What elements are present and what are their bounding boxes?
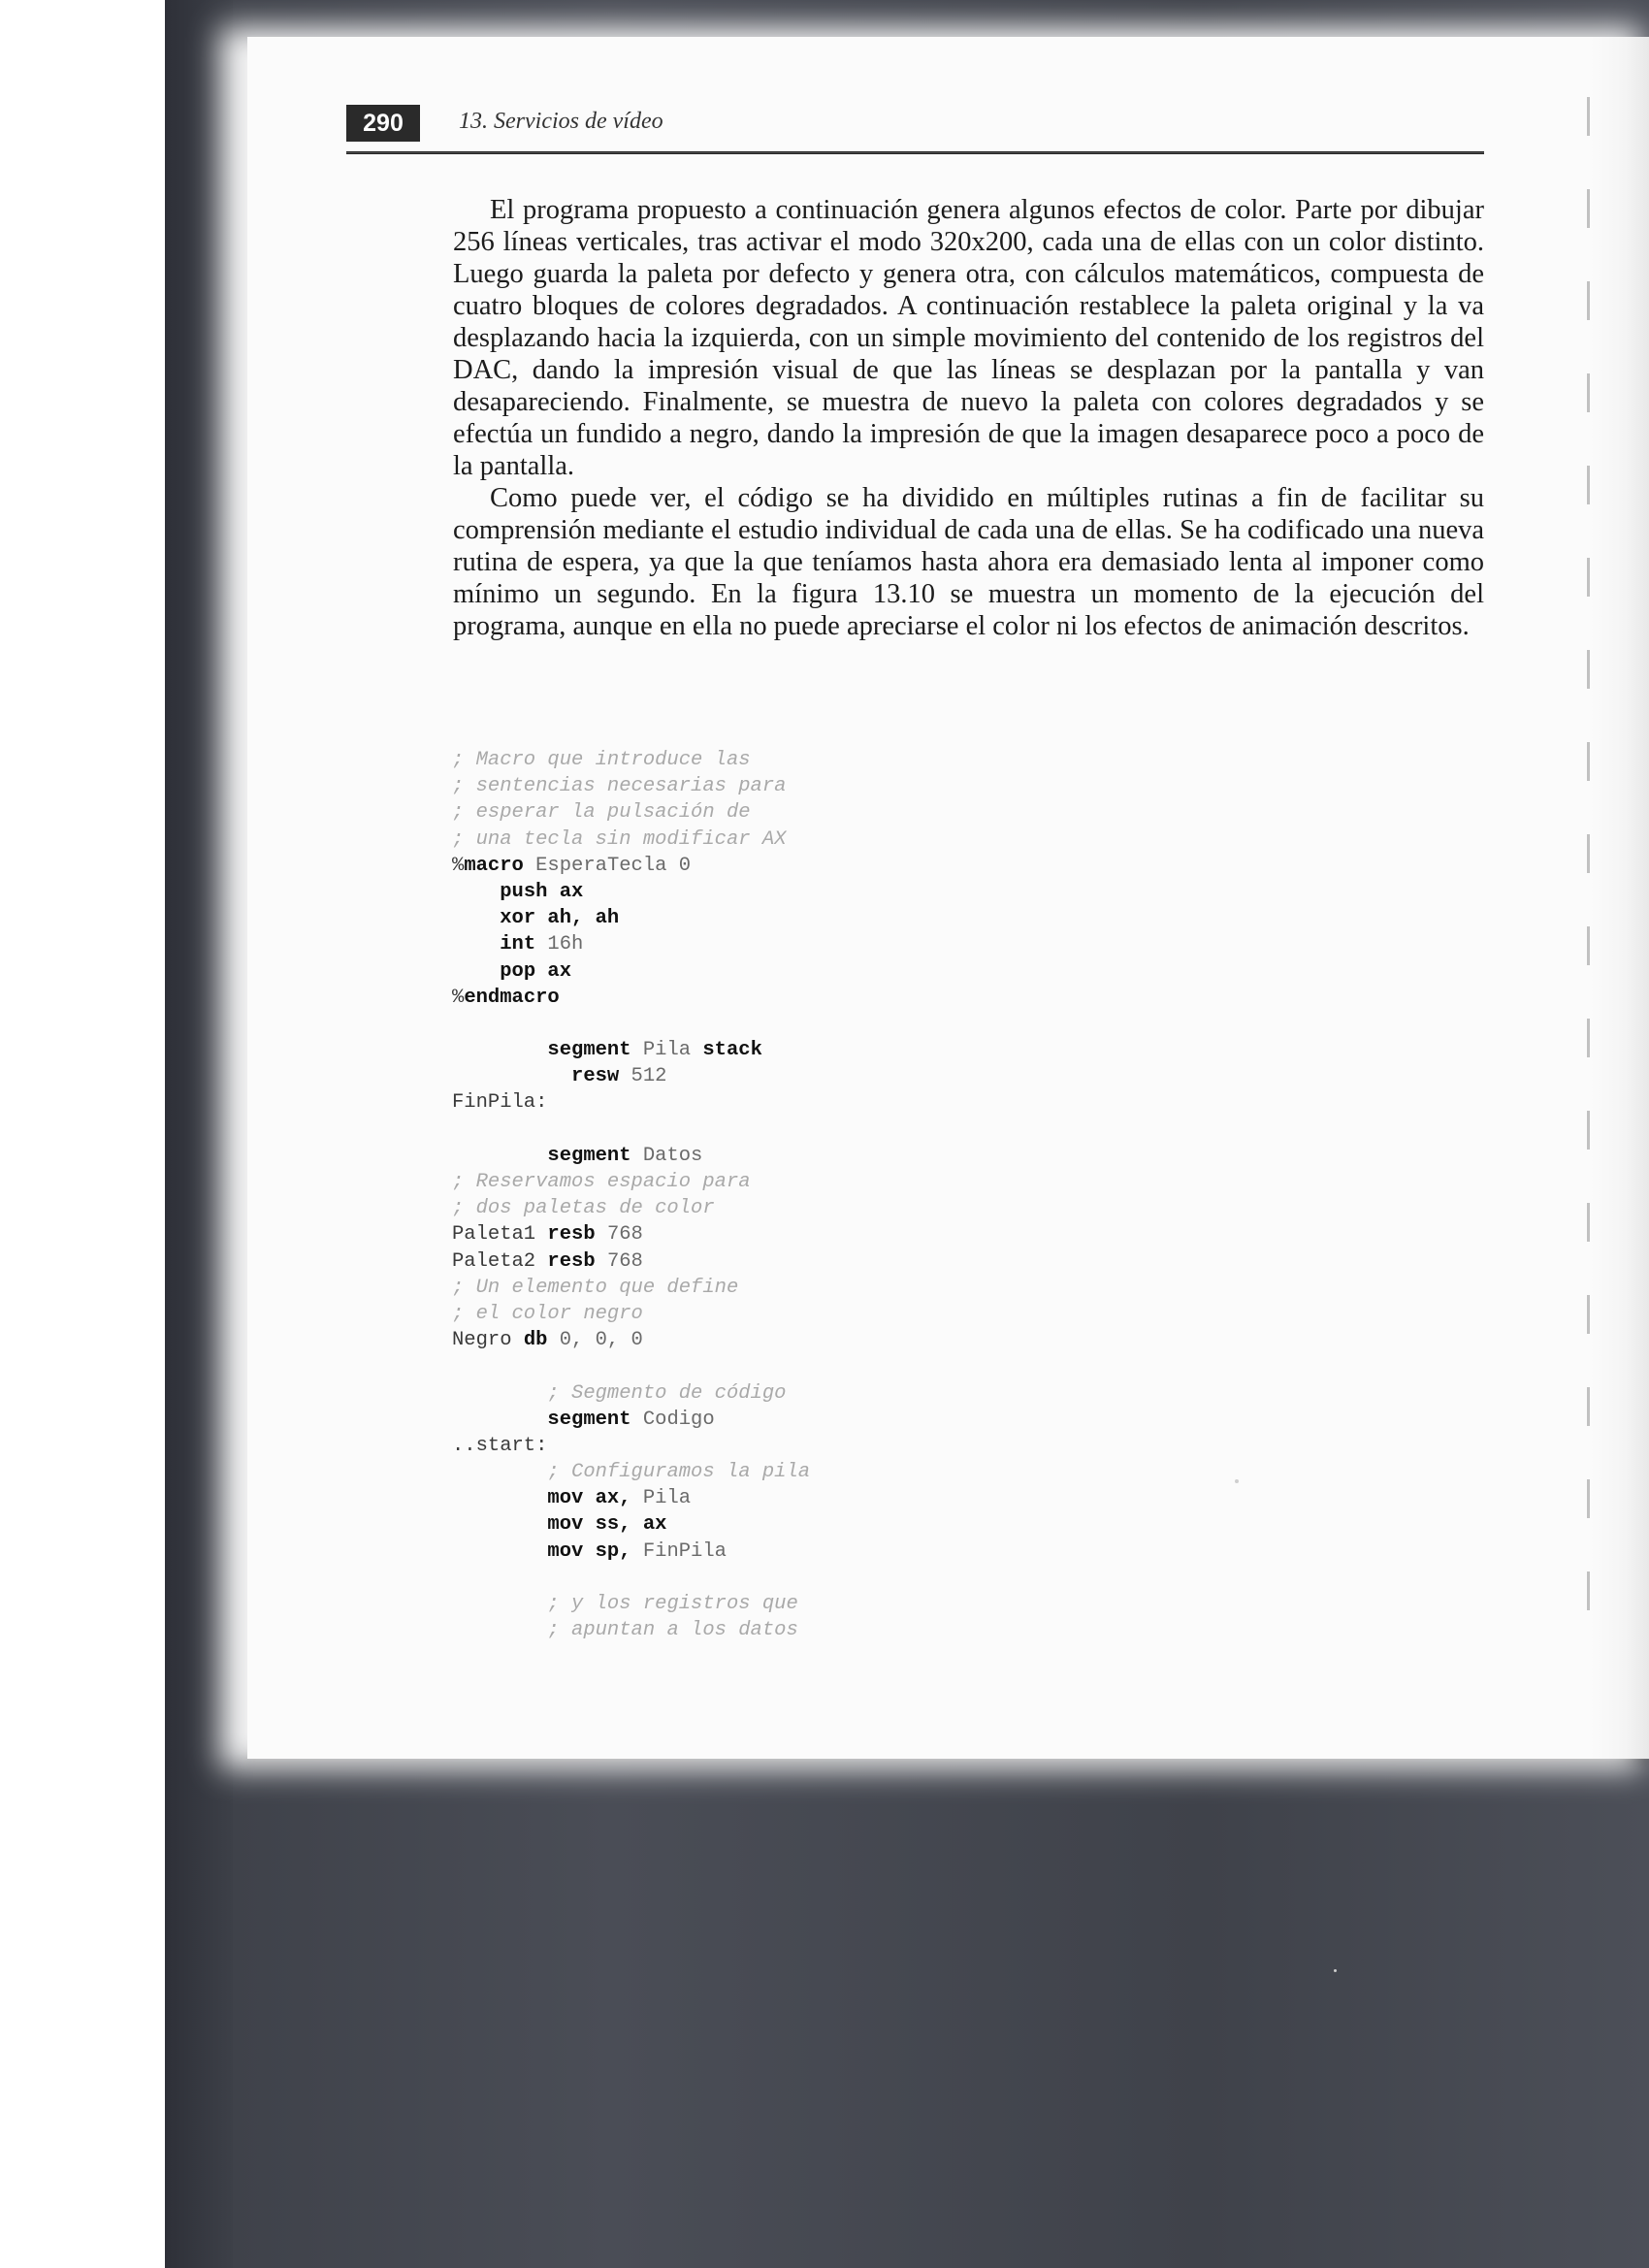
code-line	[452, 1327, 810, 1353]
code-line	[452, 1433, 810, 1459]
code-line	[452, 773, 810, 799]
paragraph-1: El programa propuesto a continuación genera algunos efectos de color. Parte por dibujar 256 líneas verticales, tras activar el modo 320x200, cada una de ellas con un color distinto. Luego guarda la paleta por defecto y genera otra, con cálculos matemáticos, compuesta de cuatro bloques de colores degradados. A continuación restablece la paleta original y la va desplazando hacia la izquierda, con un simple movimiento del contenido de los registros del DAC, dando la impresión visual de que las líneas se desplazan por la pantalla y van desapareciendo. Finalmente, se muestra de nuevo la paleta con colores degradados y se efectúa un fundido a negro, dando la impresión de que la imagen desaparece poco a poco de la pantalla.	[453, 195, 1484, 481]
code-line	[452, 1169, 810, 1195]
binding-shadow	[1587, 97, 1590, 1630]
code-listing	[452, 747, 810, 1643]
code-line	[452, 1221, 810, 1247]
code-line	[452, 1037, 810, 1063]
code-line	[452, 1301, 810, 1327]
code-comment: ; el color negro	[452, 1302, 643, 1325]
code-line	[452, 1063, 810, 1089]
code-keyword: push ax	[500, 880, 584, 903]
chapter-title: 13. Servicios de vídeo	[459, 109, 663, 134]
code-line	[452, 1195, 810, 1221]
code-label: Paleta2	[452, 1249, 548, 1273]
code-comment: ; Configuramos la pila	[547, 1461, 811, 1484]
code-operand: FinPila	[630, 1539, 727, 1563]
code-line	[452, 958, 810, 985]
code-keyword: macro	[464, 854, 524, 877]
header-rule	[346, 152, 1484, 153]
dust-speck	[1235, 1479, 1239, 1483]
code-label: Paleta1	[452, 1223, 548, 1247]
running-head	[346, 105, 1484, 154]
code-keyword: stack	[702, 1039, 762, 1062]
code-operand: 768	[595, 1249, 643, 1273]
code-keyword: endmacro	[464, 986, 560, 1009]
code-label: FinPila:	[452, 1091, 548, 1115]
code-operand: Codigo	[630, 1408, 715, 1431]
code-line	[452, 1485, 810, 1511]
code-line	[452, 1248, 810, 1275]
code-comment: ; y los registros que	[547, 1593, 798, 1615]
code-operand: Pila	[630, 1487, 692, 1510]
code-keyword: segment	[547, 1144, 631, 1167]
code-line	[452, 1117, 810, 1143]
code-comment: ; Macro que introduce las	[452, 749, 751, 771]
code-operand: 512	[619, 1065, 667, 1088]
code-operand: Pila	[630, 1039, 703, 1062]
code-label: Negro	[452, 1329, 524, 1352]
code-line	[452, 905, 810, 931]
code-operand: EsperaTecla 0	[523, 854, 692, 877]
code-keyword: mov sp,	[547, 1539, 631, 1563]
code-comment: ; sentencias necesarias para	[452, 775, 787, 798]
code-line	[452, 747, 810, 773]
code-operand: Datos	[630, 1144, 703, 1167]
code-line	[452, 1459, 810, 1485]
body-text	[453, 194, 1484, 642]
code-comment: ; dos paletas de color	[452, 1197, 715, 1220]
code-keyword: resb	[547, 1249, 596, 1273]
dust-speck	[1334, 1969, 1337, 1972]
code-comment: ; Segmento de código	[547, 1381, 787, 1405]
code-line	[452, 1143, 810, 1169]
code-keyword: pop ax	[500, 959, 572, 983]
code-line	[452, 1011, 810, 1037]
code-line	[452, 1565, 810, 1591]
code-keyword: mov ax,	[547, 1487, 631, 1510]
code-operand: 0, 0, 0	[547, 1329, 643, 1352]
code-keyword: db	[523, 1329, 548, 1352]
code-line	[452, 1275, 810, 1301]
code-keyword: mov ss, ax	[547, 1513, 667, 1537]
code-line	[452, 1617, 810, 1643]
code-line	[452, 1407, 810, 1433]
code-keyword: xor ah, ah	[500, 907, 620, 930]
code-line	[452, 1511, 810, 1538]
scanner-shadow	[165, 0, 233, 2268]
code-directive-prefix: %	[452, 986, 465, 1009]
page-number: 290	[346, 105, 420, 142]
code-comment: ; Un elemento que define	[452, 1276, 739, 1299]
code-line	[452, 826, 810, 853]
code-comment: ; apuntan a los datos	[547, 1619, 798, 1642]
code-comment: ; Reservamos espacio para	[452, 1171, 751, 1193]
code-keyword: resb	[547, 1223, 596, 1247]
code-directive-prefix: %	[452, 854, 465, 877]
code-line	[452, 931, 810, 957]
page-gutter	[1591, 37, 1649, 1759]
code-keyword: segment	[547, 1039, 631, 1062]
code-keyword: segment	[547, 1408, 631, 1431]
code-line	[452, 879, 810, 905]
code-line	[452, 1539, 810, 1565]
code-line	[452, 853, 810, 879]
code-line	[452, 1380, 810, 1407]
code-keyword: resw	[571, 1065, 620, 1088]
code-line	[452, 985, 810, 1011]
code-operand: 768	[595, 1223, 643, 1247]
code-label: ..start:	[452, 1434, 548, 1457]
code-keyword: int	[500, 933, 536, 956]
code-line	[452, 1591, 810, 1617]
code-comment: ; una tecla sin modificar AX	[452, 827, 787, 851]
paragraph-2: Como puede ver, el código se ha dividido en múltiples rutinas a fin de facilitar su comprensión mediante el estudio individual de cada una de ellas. Se ha codificado una nueva rutina de espera, ya que la que teníamos hasta ahora era demasiado lenta al imponer como mínimo un segundo. En la figura 13.10 se muestra un momento de la ejecución del programa, aunque en ella no puede apreciarse el color ni los efectos de animación descritos.	[453, 483, 1484, 641]
code-operand: 16h	[535, 933, 584, 956]
code-comment: ; esperar la pulsación de	[452, 801, 751, 825]
code-line	[452, 1353, 810, 1379]
code-line	[452, 799, 810, 826]
code-line	[452, 1089, 810, 1116]
